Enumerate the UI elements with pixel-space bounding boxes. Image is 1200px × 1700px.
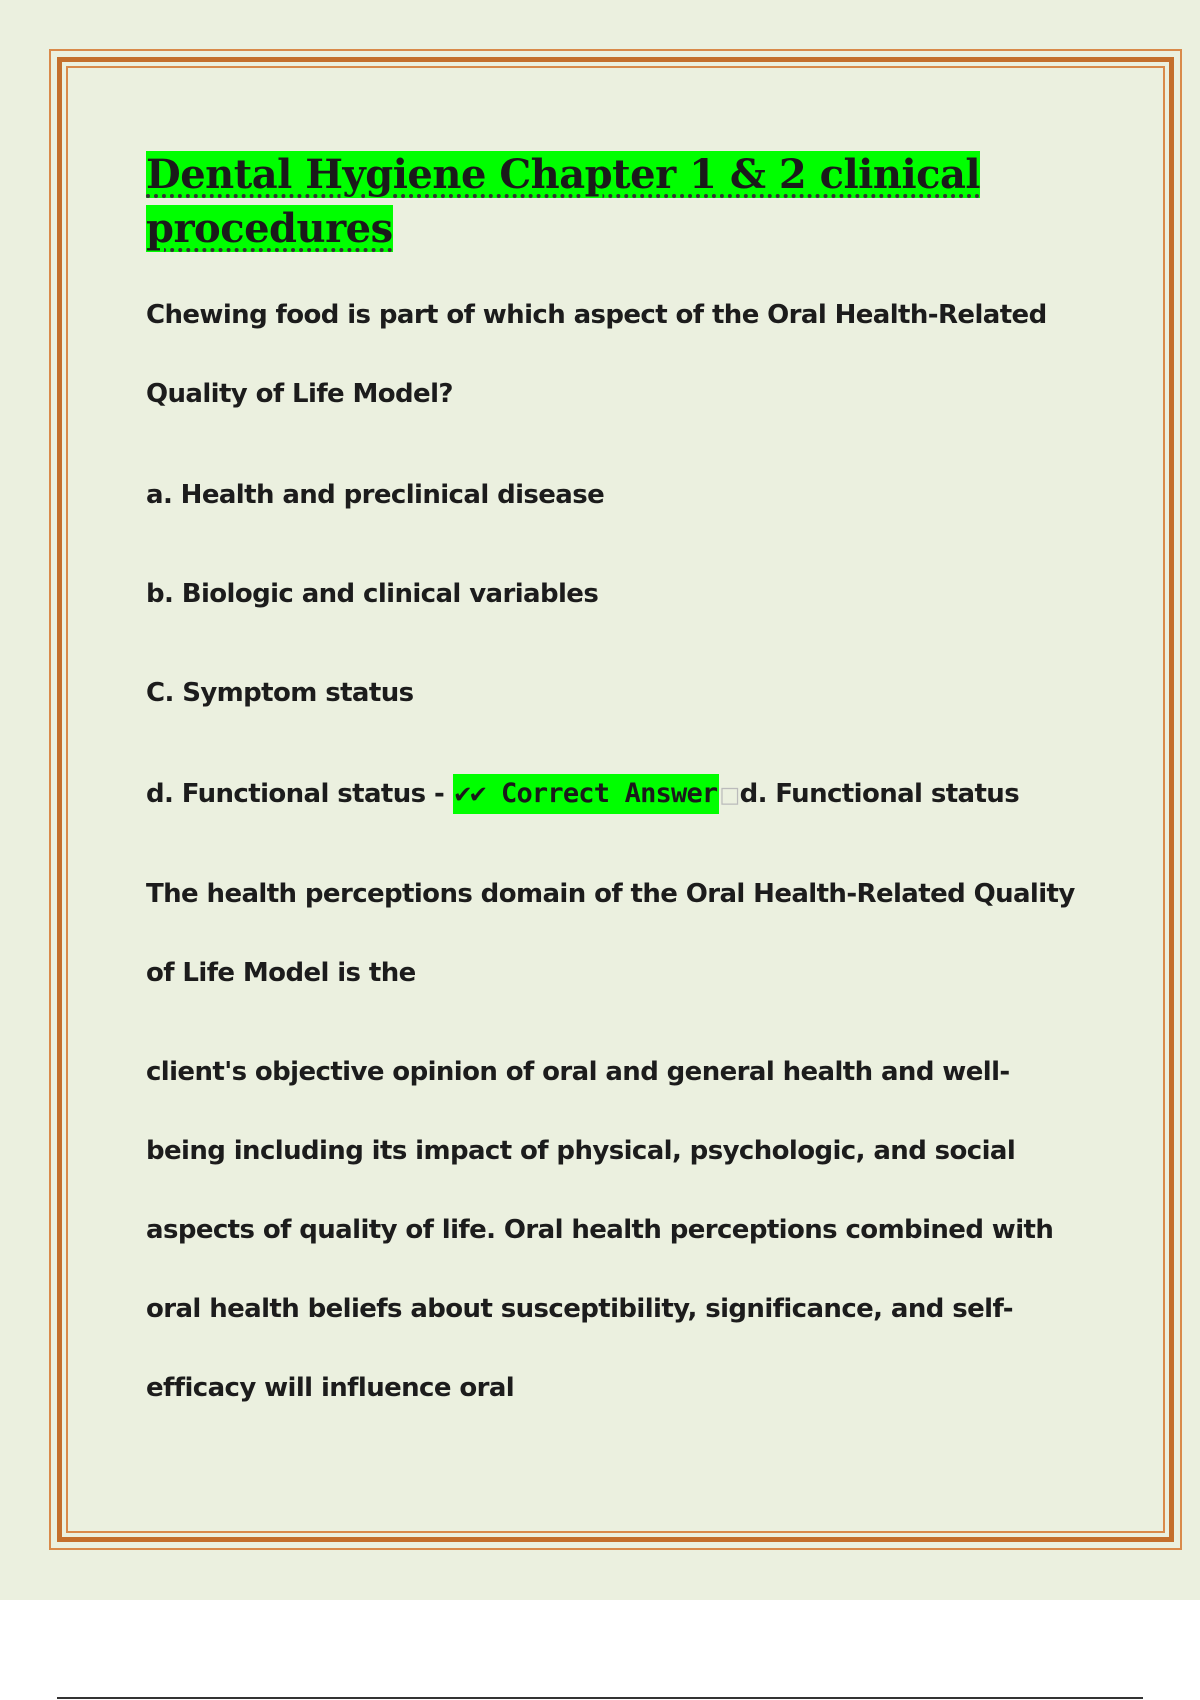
- option-d: d. Functional status -: [146, 779, 453, 809]
- title-block: [146, 148, 1086, 256]
- correct-answer-badge: ✔✔ Correct Answer: [453, 774, 720, 814]
- footer-rule: [57, 1697, 1143, 1699]
- document-title: [146, 148, 1086, 256]
- correct-answer-text: d. Functional status: [739, 779, 1020, 809]
- question-1-text: Chewing food is part of which aspect of the Oral Health-Related Quality of Life Model?: [146, 300, 1047, 409]
- answer-2-paragraph: client's objective opinion of oral and general health and well-being including its impact of physical, psychologic, and social aspects of quality of life. Oral health perceptions combined with oral health beliefs about susceptibility, significance, and self-efficacy will influence oral: [146, 1057, 1054, 1403]
- document-title-text: Dental Hygiene Chapter 1 & 2 clinical procedures: [146, 151, 981, 252]
- question-2-text: The health perceptions domain of the Oral Health-Related Quality of Life Model is the: [146, 879, 1075, 988]
- box-icon: □: [719, 783, 740, 808]
- option-b: b. Biologic and clinical variables: [146, 579, 599, 609]
- option-d-row: [146, 774, 1086, 814]
- option-a: a. Health and preclinical disease: [146, 480, 605, 510]
- option-c: C. Symptom status: [146, 678, 414, 708]
